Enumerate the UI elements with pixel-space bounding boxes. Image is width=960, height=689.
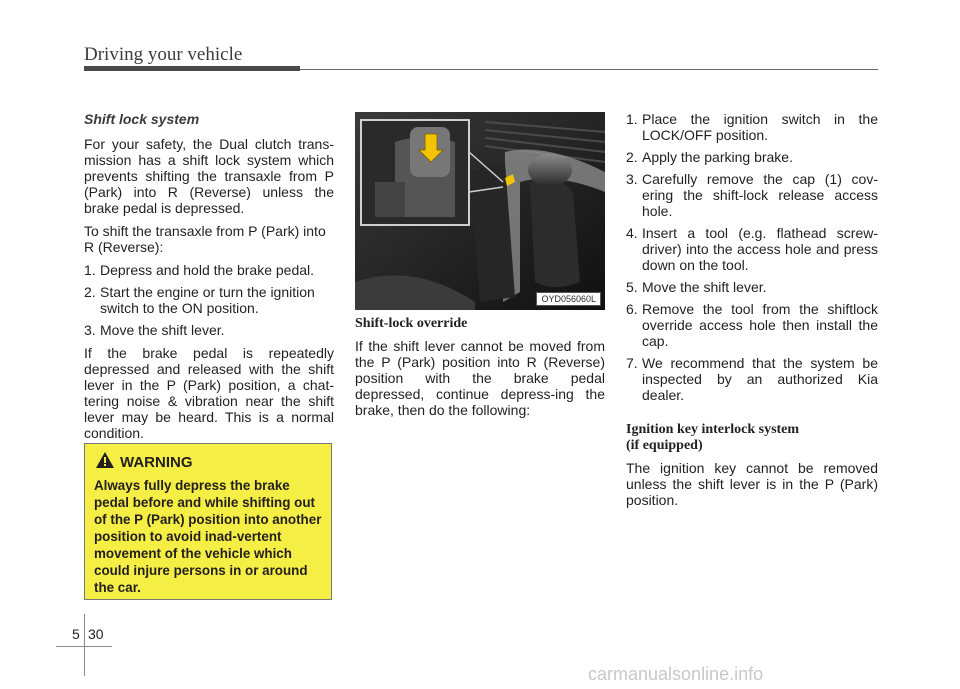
header-rule-thin: [300, 69, 878, 70]
step-number: 2.: [84, 284, 96, 300]
step-text: Remove the tool from the shiftlock override access hole then install the cap.: [642, 301, 878, 349]
step-text: Insert a tool (e.g. flathead screw-driver) into the access hole and press down on the tool.: [642, 225, 878, 273]
warning-header: [96, 452, 322, 473]
list-item: [626, 171, 878, 219]
column-override-steps: [626, 111, 878, 515]
header-rule-thick: [84, 66, 300, 71]
list-item: [84, 322, 334, 338]
step-number: 5.: [626, 279, 638, 295]
list-item: [84, 284, 334, 316]
shift-lock-intro: For your safety, the Dual clutch trans-mission has a shift lock system which prevents shifting the transaxle from P (Park) into R (Reverse) unless the brake pedal is depressed.: [84, 136, 334, 216]
warning-box: [84, 443, 332, 600]
column-shift-lock-system: [84, 111, 334, 448]
step-number: 1.: [84, 262, 96, 278]
ignition-heading-sub: (if equipped): [626, 438, 703, 453]
shift-lock-to-shift: To shift the transaxle from P (Park) into R (Reverse):: [84, 223, 326, 255]
step-number: 3.: [626, 171, 638, 187]
warning-text: Always fully depress the brake pedal before and while shifting out of the P (Park) position into another position to avoid inad-vertent movement of the vehicle which could injure persons in or around the car.: [94, 478, 322, 595]
step-number: 1.: [626, 111, 638, 127]
page-number: 30: [88, 626, 104, 642]
override-text: If the shift lever cannot be moved from the P (Park) position into R (Reverse) position with the brake pedal depressed, continue depress-ing the brake, then do the following:: [355, 338, 605, 418]
list-item: [626, 301, 878, 349]
column-shift-lock-override: [355, 316, 605, 425]
step-text: Move the shift lever.: [100, 322, 225, 338]
list-item: [626, 111, 878, 143]
list-item: [626, 149, 878, 165]
override-steps: [626, 111, 878, 403]
step-text: Depress and hold the brake pedal.: [100, 262, 315, 278]
step-number: 4.: [626, 225, 638, 241]
step-text: Start the engine or turn the ignition switch to the ON position.: [100, 284, 315, 316]
override-heading: Shift-lock override: [355, 316, 468, 331]
ignition-text: The ignition key cannot be removed unless the shift lever is in the P (Park) position.: [626, 460, 878, 508]
list-item: [626, 225, 878, 273]
ignition-heading: Ignition key interlock system: [626, 422, 800, 437]
shift-lock-heading: Shift lock system: [84, 111, 200, 127]
step-text: Apply the parking brake.: [642, 149, 793, 165]
step-number: 6.: [626, 301, 638, 317]
step-number: 3.: [84, 322, 96, 338]
page-header-title: Driving your vehicle: [84, 44, 243, 65]
step-text: Move the shift lever.: [642, 279, 767, 295]
footer-divider-horizontal: [56, 646, 112, 647]
figure-code: OYD056060L: [536, 292, 601, 306]
step-number: 7.: [626, 355, 638, 371]
footer-divider-vertical: [84, 614, 85, 676]
step-text: Carefully remove the cap (1) cov-ering the shift-lock release access hole.: [642, 171, 878, 219]
shift-lock-steps: [84, 262, 334, 338]
shift-lock-note: If the brake pedal is repeatedly depressed and released with the shift lever in the P (Park) position, a chat-tering noise & vibration near the shift lever may be heard. This is a normal condition.: [84, 345, 334, 441]
shift-console-illustration: [355, 112, 605, 310]
list-item: [84, 262, 334, 278]
warning-triangle-icon: [96, 452, 114, 473]
step-text: We recommend that the system be inspected by an authorized Kia dealer.: [642, 355, 878, 403]
step-text: Place the ignition switch in the LOCK/OFF position.: [642, 111, 878, 143]
step-number: 2.: [626, 149, 638, 165]
section-number: 5: [72, 626, 80, 642]
list-item: [626, 279, 878, 295]
watermark: carmanualsonline.info: [588, 664, 764, 684]
list-item: [626, 355, 878, 403]
shift-lever-photo: [355, 112, 605, 310]
warning-title: WARNING: [120, 454, 193, 471]
